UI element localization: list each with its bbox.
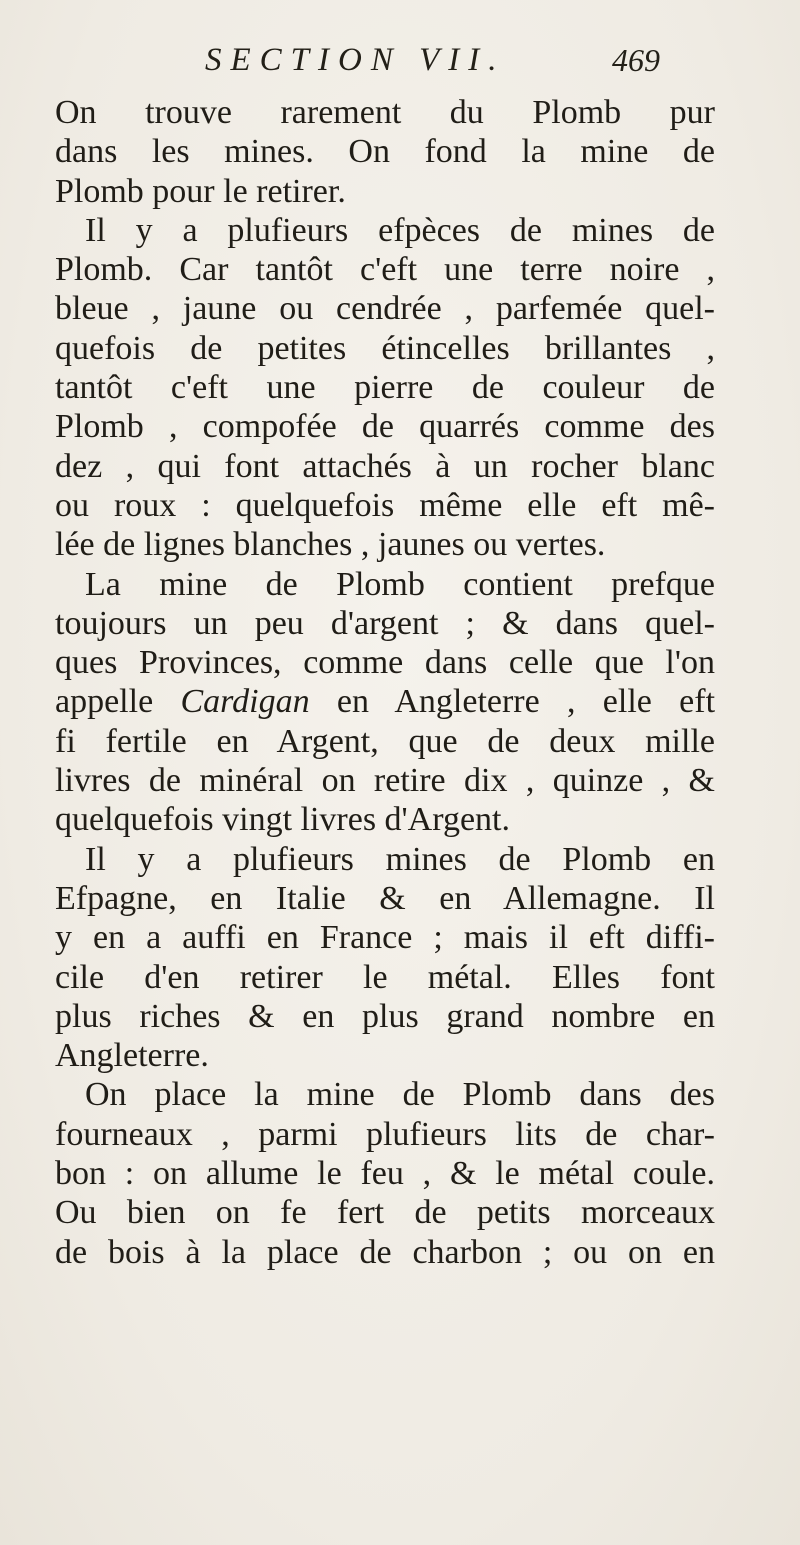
text-line: quefois de petites étincelles brillantes ,	[55, 329, 715, 367]
text-line: ou roux : quelquefois même elle eft mê-	[55, 486, 715, 524]
running-head: SECTION VII.	[205, 42, 506, 78]
text-line: On place la mine de Plomb dans des	[85, 1076, 715, 1114]
text-line-with-italic	[55, 682, 715, 721]
text-line: fourneaux , parmi plufieurs lits de char-	[55, 1115, 715, 1153]
text-line: bon : on allume le feu , & le métal coule.	[55, 1155, 715, 1193]
text-line: lée de lignes blanches , jaunes ou vertes.	[55, 526, 606, 564]
text-line: ques Provinces, comme dans celle que l'on	[55, 644, 715, 682]
text-line: Ou bien on fe fert de petits morceaux	[55, 1194, 715, 1232]
body-text	[55, 93, 715, 1272]
text-line: de bois à la place de charbon ; ou on en	[55, 1233, 715, 1271]
text-line: On trouve rarement du Plomb pur	[55, 94, 715, 131]
text-line: Plomb. Car tantôt c'eft une terre noire ,	[55, 251, 715, 289]
italic-place-name: Cardigan	[180, 683, 310, 721]
text-line: plus riches & en plus grand nombre en	[55, 997, 715, 1035]
text-line: bleue , jaune ou cendrée , parfemée quel-	[55, 290, 715, 328]
page-header	[205, 42, 660, 92]
line-segment: appelle	[55, 683, 154, 721]
page-number: 469	[612, 42, 660, 78]
text-line: tantôt c'eft une pierre de couleur de	[55, 369, 715, 407]
text-line: dez , qui font attachés à un rocher blanc	[55, 447, 715, 485]
text-line: La mine de Plomb contient prefque	[85, 565, 715, 603]
text-line: Il y a plufieurs efpèces de mines de	[85, 211, 715, 249]
text-line: Il y a plufieurs mines de Plomb en	[85, 840, 715, 878]
text-line: fi fertile en Argent, que de deux mille	[55, 722, 715, 760]
text-line: livres de minéral on retire dix , quinze , &	[55, 762, 715, 800]
text-line: cile d'en retirer le métal. Elles font	[55, 958, 715, 996]
text-line: Efpagne, en Italie & en Allemagne. Il	[55, 879, 715, 917]
text-line: Plomb , compofée de quarrés comme des	[55, 408, 715, 446]
text-line: y en a auffi en France ; mais il eft diffi-	[55, 919, 715, 957]
text-line: toujours un peu d'argent ; & dans quel-	[55, 604, 715, 642]
text-line: Angleterre.	[55, 1037, 209, 1075]
line-segment: en Angleterre , elle eft	[336, 683, 716, 721]
text-line: dans les mines. On fond la mine de	[55, 133, 715, 171]
text-line: Plomb pour le retirer.	[55, 172, 346, 210]
text-line: quelquefois vingt livres d'Argent.	[55, 801, 510, 839]
